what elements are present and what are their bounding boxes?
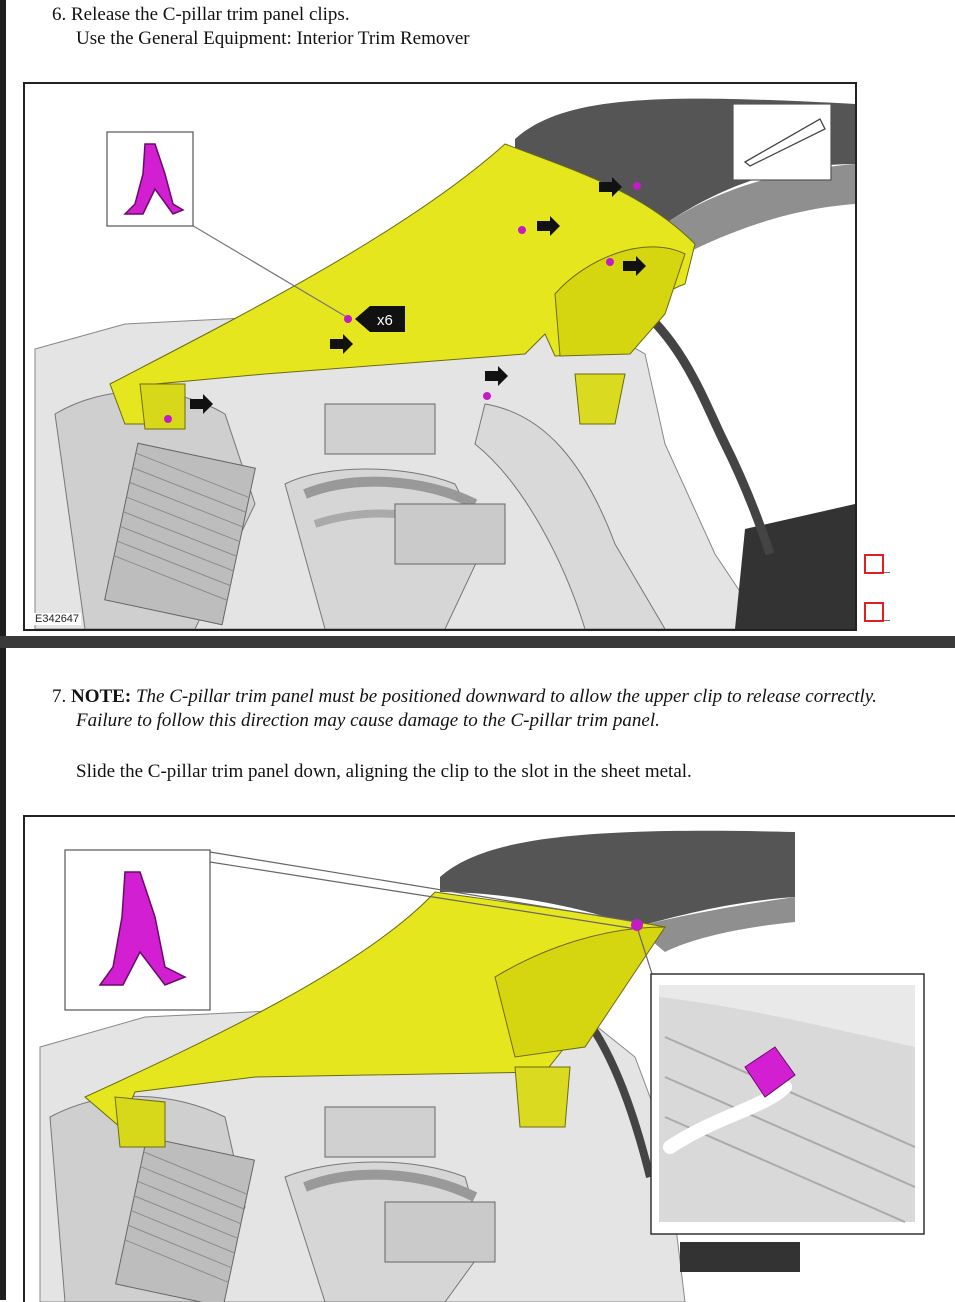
step7-figure [23,815,955,1302]
step6-figure [23,82,857,631]
step6-checkbox-1[interactable] [864,554,884,574]
step6-checkbox-2[interactable] [864,602,884,622]
step7-number: 7. [52,686,67,707]
step7-instruction: Slide the C-pillar trim panel down, aligning the clip to the slot in the sheet metal. [76,761,692,782]
step6-title: Release the C-pillar trim panel clips. [71,4,350,25]
step6-heading [52,3,350,27]
step6-equipment: Use the General Equipment: Interior Trim Remover [76,28,470,49]
step7-illustration [25,817,955,1302]
step6-number: 6. [52,4,67,25]
checkbox-tick-mark [884,620,890,621]
note-text-1: The C-pillar trim panel must be positioned downward to allow the upper clip to release correctly. [135,686,877,707]
step6-figure-id: E342647 [35,613,80,625]
left-edge-bar-lower [0,648,6,1300]
note-text-2: Failure to follow this direction may cause damage to the C-pillar trim panel. [76,710,660,731]
checkbox-tick-mark [884,572,890,573]
section-divider [0,636,955,648]
step7-note-line1 [52,685,877,709]
note-label: NOTE: [71,686,132,707]
left-edge-bar [0,0,6,648]
x6-callout-text: x6 [377,312,393,329]
step6-illustration [25,84,855,629]
